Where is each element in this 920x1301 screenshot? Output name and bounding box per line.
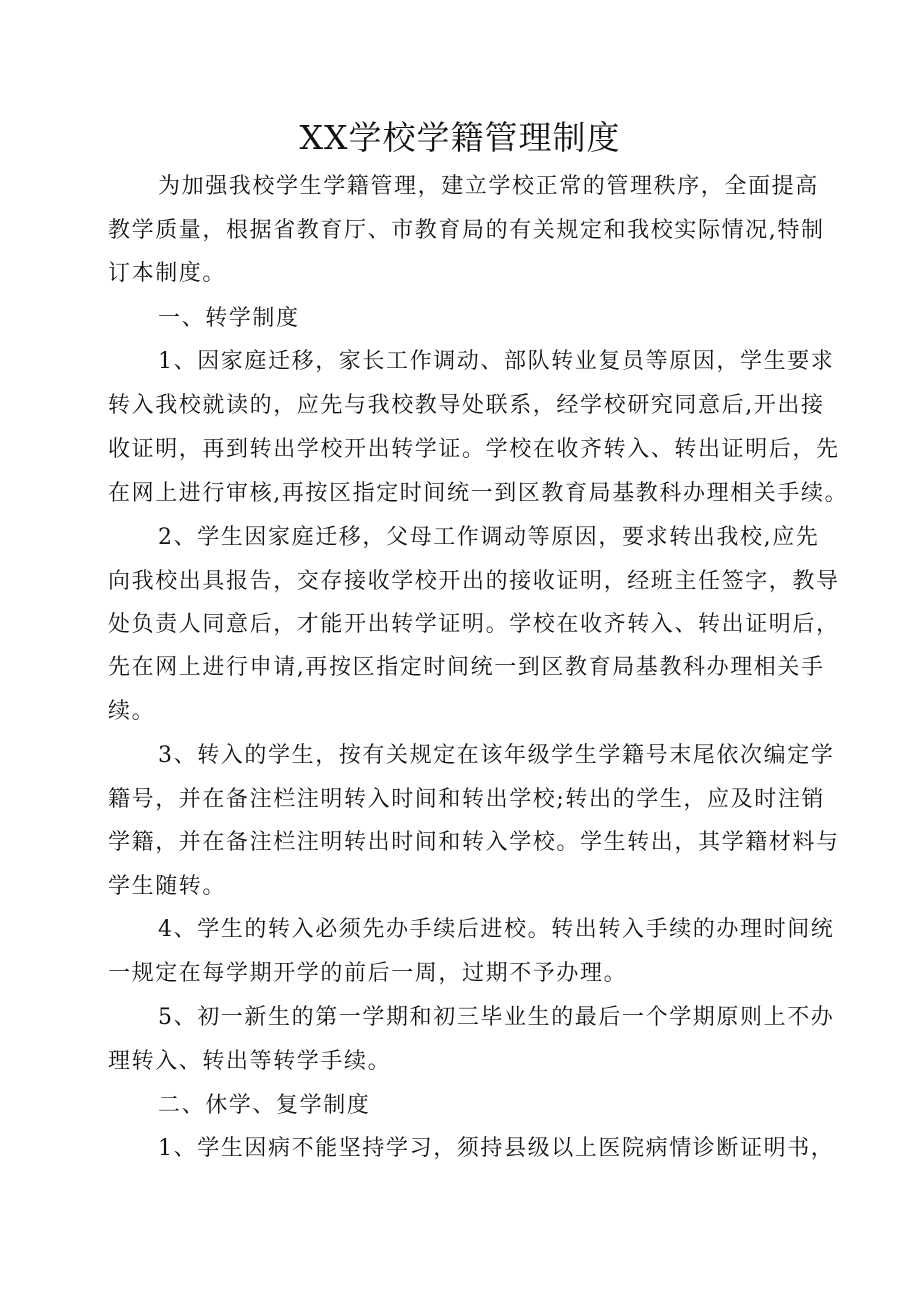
paragraph-line: 理转入、转出等转学手续。 — [108, 1049, 392, 1074]
paragraph-line: 向我校出具报告，交存接收学校开出的接收证明，经班主任签字，教导 — [108, 569, 840, 594]
paragraph-line: 订本制度。 — [108, 261, 227, 286]
paragraph-line: 学生随转。 — [108, 874, 227, 899]
paragraph-line: 转入我校就读的，应先与我校教导处联系，经学校研究同意后,开出接 — [108, 393, 825, 418]
paragraph-line: 籍号，并在备注栏注明转入时间和转出学校;转出的学生，应及时注销 — [108, 787, 826, 812]
paragraph-line: 1、学生因病不能坚持学习，须持县级以上医院病情诊断证明书， — [158, 1136, 835, 1161]
paragraph-line: 在网上进行审核,再按区指定时间统一到区教育局基教科办理相关手续。 — [108, 481, 849, 506]
document-title: XX学校学籍管理制度 — [299, 118, 621, 157]
section-heading: 二、休学、复学制度 — [158, 1093, 371, 1118]
paragraph-line: 学籍，并在备注栏注明转出时间和转入学校。学生转出，其学籍材料与 — [108, 830, 840, 855]
paragraph-line: 为加强我校学生学籍管理，建立学校正常的管理秩序，全面提高 — [158, 174, 819, 199]
paragraph-line: 先在网上进行申请,再按区指定时间统一到区教育局基教科办理相关手 — [108, 655, 825, 680]
paragraph-line: 处负责人同意后，才能开出转学证明。学校在收齐转入、转出证明后， — [108, 612, 840, 637]
section-heading: 一、转学制度 — [158, 306, 300, 331]
paragraph-line: 教学质量，根据省教育厅、市教育局的有关规定和我校实际情况,特制 — [108, 218, 825, 243]
paragraph-line: 4、学生的转入必须先办手续后进校。转出转入手续的办理时间统 — [158, 917, 835, 942]
paragraph-line: 续。 — [108, 699, 156, 724]
paragraph-line: 5、初一新生的第一学期和初三毕业生的最后一个学期原则上不办 — [158, 1005, 835, 1030]
paragraph-line: 收证明，再到转出学校开出转学证。学校在收齐转入、转出证明后，先 — [108, 437, 840, 462]
paragraph-line: 2、学生因家庭迁移，父母工作调动等原因，要求转出我校,应先 — [158, 525, 820, 550]
paragraph-line: 3、转入的学生，按有关规定在该年级学生学籍号末尾依次编定学 — [158, 743, 835, 768]
paragraph-line: 一规定在每学期开学的前后一周，过期不予办理。 — [108, 961, 628, 986]
paragraph-line: 1、因家庭迁移，家长工作调动、部队转业复员等原因，学生要求 — [158, 349, 835, 374]
